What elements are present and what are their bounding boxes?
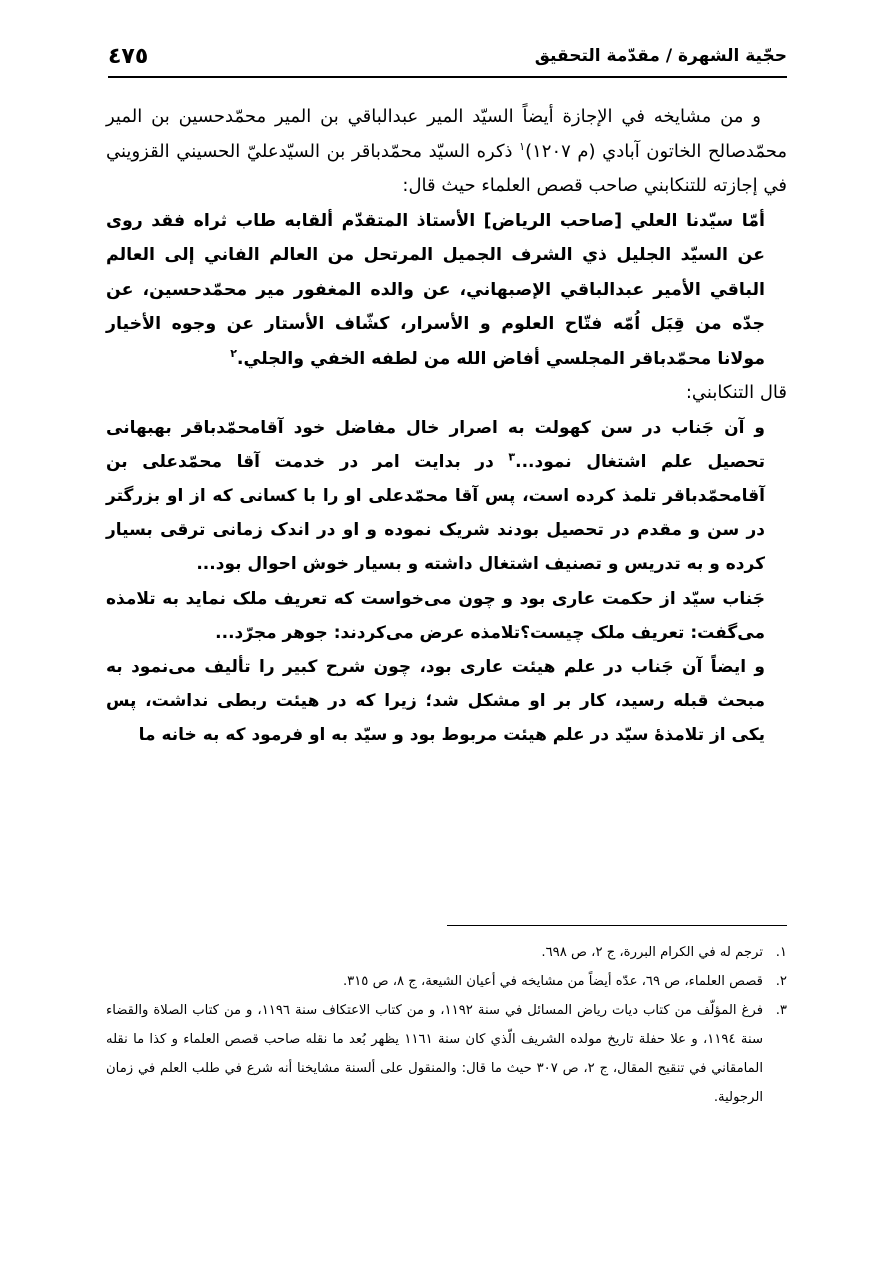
persian-quote-1-text-b: در بدايت امر در خدمت آقا محمّدعلى بن آقامحمّدباقر تلمذ كرده است، پس آقا محمّدعلى او را با كسانى كه از او بزرگتر در سن و مقدم در تحصيل بودند شريک نموده و او در اندک زمانى ترقى بسيار كرده و به تدريس و تصنيف اشتغال داشته و بسيار خوش احوال بود... [106, 451, 765, 575]
footnote-number: ١. [775, 945, 787, 960]
persian-quote-1-text-a: و آن جَناب در سن كهولت به اصرار خال مفاضل خود آقامحمّدباقر بهبهانى تحصيل علم اشتغال نمود... [106, 417, 765, 472]
page-number: ٤٧٥ [108, 43, 149, 69]
footnote-text: قصص العلماء، ص ٦٩، عدّه أيضاً من مشايخه في أعيان الشيعة، ج ٨، ص ٣١٥. [342, 974, 763, 989]
footnote-ref-1: ١ [519, 139, 526, 153]
footnote-ref-2: ٢ [230, 346, 237, 360]
footnote-1 [106, 938, 787, 967]
arabic-quote-text: أمّا سيّدنا العلي [صاحب الرياض] الأستاذ المتقدّم ألقابه طاب ثراه فقد روى عن السيّد الجليل ذي الشرف الجميل المرتحل من العالم الفاني إلى العالم الباقي الأمير عبدالباقي الإصبهاني، عن والده المغفور مير محمّدحسين، عن جدّه من قِبَل اُمّه فتّاح العلوم و الأسرار، كشّاف الأستار عن وجوه الأخيار مولانا محمّدباقر المجلسي أفاض الله من لطفه الخفي والجلي. [106, 210, 765, 369]
footnotes [106, 938, 787, 1112]
footnote-text: فرغ المؤلّف من كتاب ديات رياض المسائل في سنة ١١٩٢، و من كتاب الاعتكاف سنة ١١٩٦، و من كتاب الصلاة والقضاء سنة ١١٩٤، و علا حفلة تاريخ مولده الشريف الّذي كان سنة ١١٦١ يظهر بُعد ما نقله صاحب قصص العلماء و كذا ما نقله المامقاني في تنقيح المقال، ج ٢، ص ٣٠٧ حيث ما قال: والمنقول على ألسنة مشايخنا أنه شرع في طلب العلم في زمان الرجولية. [106, 1003, 764, 1105]
footnote-number: ٣. [775, 1003, 787, 1018]
arabic-quote [106, 204, 765, 377]
persian-quote-2: جَناب سيّد از حكمت عارى بود و چون مى‌خواست كه تعريف ملک نمايد به تلامذه مى‌گفت: تعريف ملک چيست؟تلامذه عرض مى‌كردند: جوهر مجرّد... [106, 588, 765, 643]
tonekaboni-label: قال التنكابني: [685, 382, 787, 403]
persian-quote-3: و ايضاً آن جَناب در علم هيئت عارى بود، چون شرح كبير را تأليف مى‌نمود به مبحث قبله رسيد، كار بر او مشكل شد؛ زيرا كه در هيئت ربطى نداشت، پس يكى از تلامذهٔ سيّد در علم هيئت مربوط بود و سيّد به او فرمود كه به خانه ما [106, 656, 765, 746]
footnote-separator [447, 925, 787, 926]
intro-text-rest: ذكره السيّد محمّدباقر بن السيّدعليّ الحسيني القزويني في إجازته للتنكابني صاحب قصص العلماء حيث قال: [106, 140, 787, 196]
footnote-2 [106, 967, 787, 996]
running-title: حجّية الشهرة / مقدّمة التحقيق [534, 46, 787, 66]
main-text [106, 100, 787, 753]
intro-text: و من مشايخه في الإجازة أيضاً السيّد المير عبدالباقي بن المير محمّدحسين بن المير محمّدصالح الخاتون آبادي (م ١٢٠٧) [106, 106, 787, 162]
footnote-number: ٢. [775, 974, 787, 989]
page-header [108, 36, 787, 78]
footnote-3 [106, 996, 787, 1112]
footnote-ref-3: ٣ [508, 450, 516, 464]
footnote-text: ترجم له في الكرام البررة، ج ٢، ص ٦٩٨. [541, 945, 763, 960]
persian-quote-1 [106, 411, 765, 582]
intro-paragraph [106, 100, 787, 204]
